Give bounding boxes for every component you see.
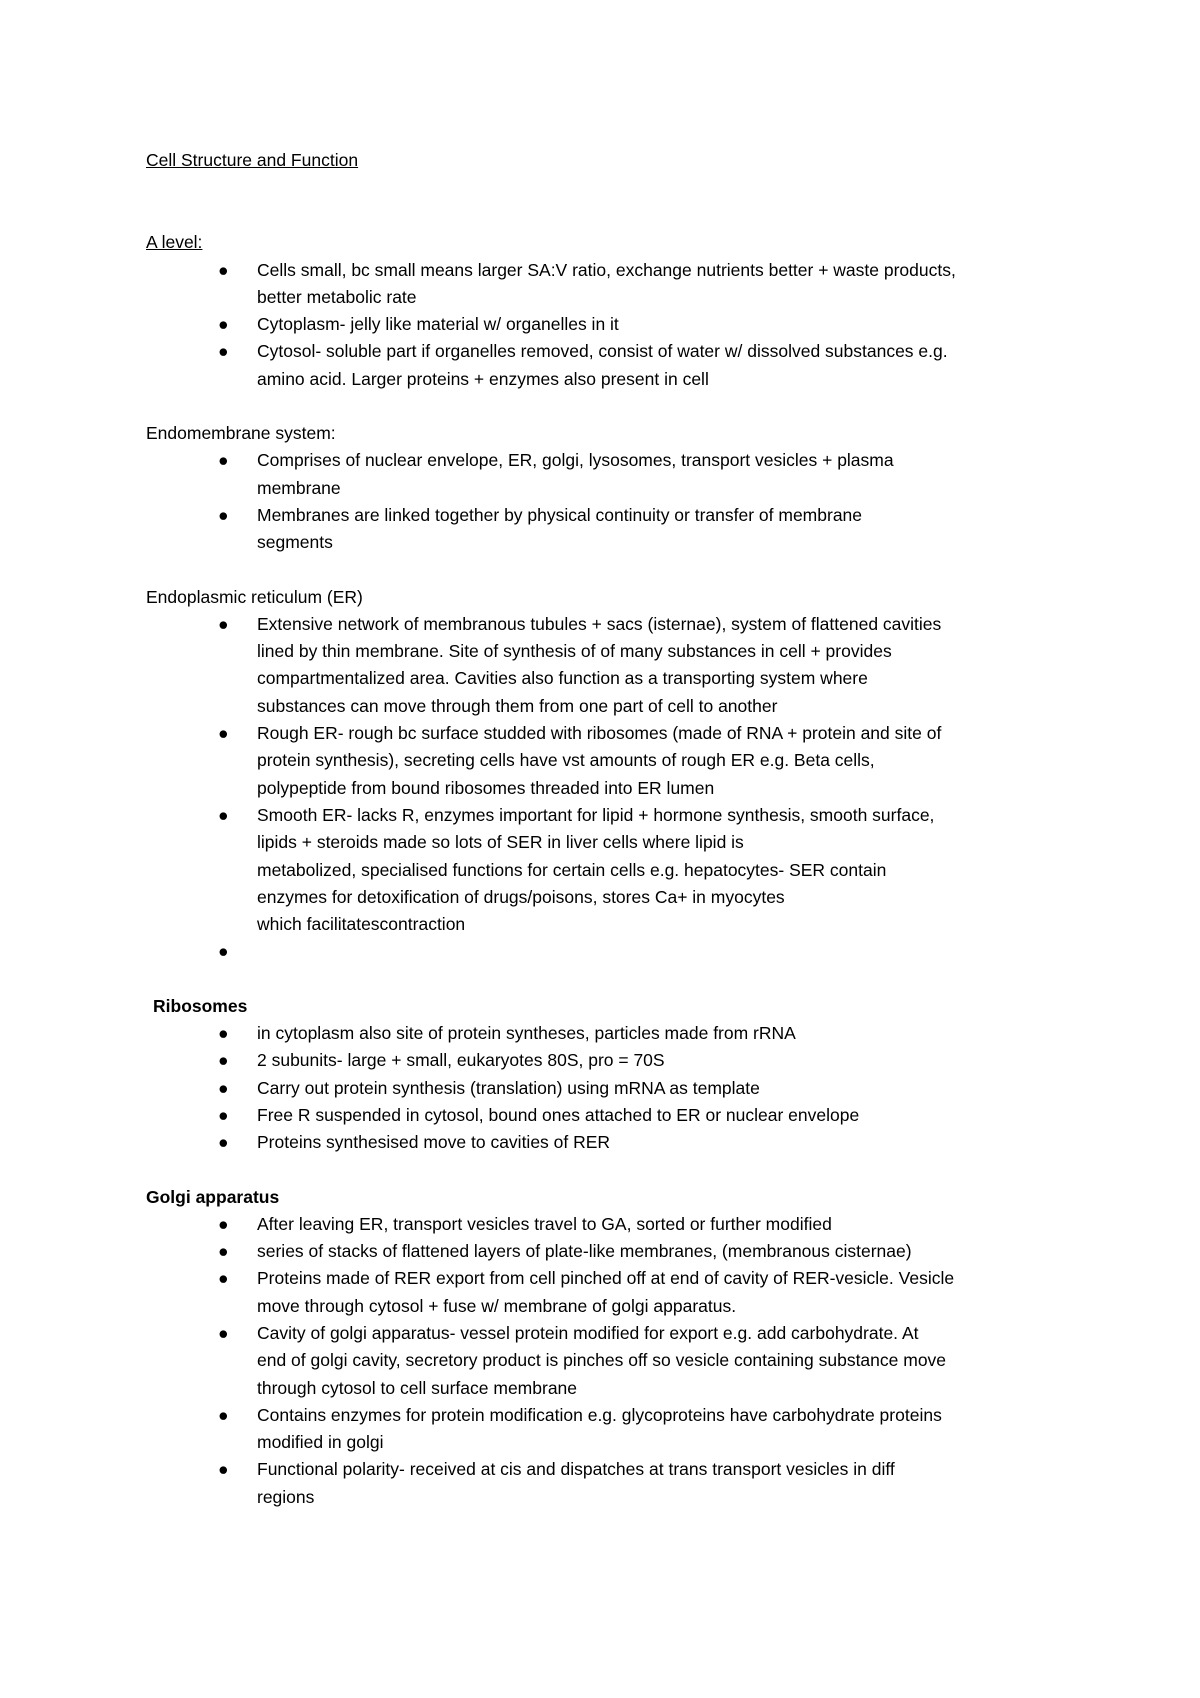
list-item (146, 1020, 1076, 1047)
bullet-icon: ● (218, 259, 229, 280)
bullet-icon: ● (218, 1132, 229, 1153)
list-item (146, 720, 1076, 802)
list-item-text: Cavity of golgi apparatus- vessel protein modified for export e.g. add carbohydrate. At end of golgi cavity, secretory product is pinches off so vesicle containing substance move through cytosol to cell surface membrane (257, 1322, 947, 1398)
section-a-level (146, 229, 1076, 393)
bullet-icon: ● (218, 341, 229, 362)
list-item (146, 1047, 1076, 1074)
section-heading: Endoplasmic reticulum (ER) (146, 586, 363, 607)
list-item-text: After leaving ER, transport vesicles travel to GA, sorted or further modified (257, 1213, 832, 1234)
section-heading: Golgi apparatus (146, 1186, 280, 1207)
spacer (146, 557, 1076, 584)
list-item (146, 1075, 1076, 1102)
list-item-text: Membranes are linked together by physical continuity or transfer of membrane segments (257, 504, 863, 553)
bullet-icon: ● (218, 1213, 229, 1234)
list-item-text: in cytoplasm also site of protein syntheses, particles made from rRNA (257, 1023, 796, 1044)
list-item (146, 1238, 1076, 1265)
bullet-list (146, 447, 1076, 556)
document-body (146, 147, 1076, 1511)
list-item (146, 938, 1076, 965)
bullet-icon: ● (218, 723, 229, 744)
list-item (146, 1402, 1076, 1457)
bullet-list (146, 1211, 1076, 1511)
spacer (146, 1157, 1076, 1184)
list-item-text: Rough ER- rough bc surface studded with ribosomes (made of RNA + protein and site of protein synthesis), secreting cells have vst amounts of rough ER e.g. Beta cells, polypeptide from bound ribosomes threaded into ER lumen (257, 723, 942, 798)
bullet-icon: ● (218, 804, 229, 825)
list-item (146, 1129, 1076, 1156)
document-title: Cell Structure and Function (146, 150, 359, 170)
bullet-icon: ● (218, 450, 229, 471)
list-item (146, 447, 1076, 502)
list-item (146, 1265, 1076, 1320)
bullet-icon: ● (218, 1459, 229, 1480)
spacer (146, 174, 1076, 229)
bullet-icon: ● (218, 941, 229, 962)
list-item-text: Free R suspended in cytosol, bound ones attached to ER or nuclear envelope (257, 1104, 860, 1125)
bullet-icon: ● (218, 1322, 229, 1343)
list-item (146, 1102, 1076, 1129)
section-heading: Ribosomes (153, 995, 248, 1016)
bullet-icon: ● (218, 1404, 229, 1425)
section-endomembrane-system (146, 420, 1076, 556)
list-item (146, 802, 1076, 938)
list-item-text: Cells small, bc small means larger SA:V ratio, exchange nutrients better + waste products, better metabolic rate (257, 259, 956, 307)
list-item-text: series of stacks of flattened layers of plate-like membranes, (membranous cisternae) (257, 1241, 912, 1262)
list-item-text: 2 subunits- large + small, eukaryotes 80S, pro = 70S (257, 1050, 665, 1071)
section-golgi-apparatus (146, 1184, 1076, 1512)
list-item-text: Carry out protein synthesis (translation) using mRNA as template (257, 1077, 760, 1098)
bullet-icon: ● (218, 1023, 229, 1044)
list-item (146, 1320, 1076, 1402)
bullet-list (146, 1020, 1076, 1156)
spacer (146, 966, 1076, 993)
bullet-icon: ● (218, 504, 229, 525)
list-item (146, 257, 1076, 312)
section-heading: A level: (146, 232, 203, 253)
list-item (146, 1211, 1076, 1238)
list-item (146, 502, 1076, 557)
bullet-icon: ● (218, 1050, 229, 1071)
bullet-icon: ● (218, 1077, 229, 1098)
bullet-icon: ● (218, 1104, 229, 1125)
list-item-text: Functional polarity- received at cis and dispatches at trans transport vesicles in diff regions (257, 1459, 895, 1507)
section-endoplasmic-reticulum (146, 584, 1076, 966)
list-item-text: Extensive network of membranous tubules + sacs (isternae), system of flattened cavities lined by thin membrane. Site of synthesis of of many substances in cell + provides compartmentalized area. Cavities also function as a transporting system where substances can move through them from one part of cell to another (257, 613, 942, 716)
section-heading: Endomembrane system: (146, 423, 336, 444)
bullet-list (146, 257, 1076, 393)
list-item (146, 311, 1076, 338)
spacer (146, 393, 1076, 420)
list-item-text: Cytoplasm- jelly like material w/ organelles in it (257, 314, 619, 335)
bullet-icon: ● (218, 314, 229, 335)
list-item-text: Cytosol- soluble part if organelles removed, consist of water w/ dissolved substances e.g. amino acid. Larger proteins + enzymes also present in cell (257, 341, 948, 389)
list-item-text: Comprises of nuclear envelope, ER, golgi, lysosomes, transport vesicles + plasma membrane (257, 450, 894, 498)
list-item (146, 1456, 1076, 1511)
section-ribosomes (146, 993, 1076, 1157)
list-item-text: Smooth ER- lacks R, enzymes important for lipid + hormone synthesis, smooth surface, lipids + steroids made so lots of SER in liver cells where lipid is metabolized, specialised functions for certain cells e.g. hepatocytes- SER contain enzymes for detoxification of drugs/poisons, stores Ca+ in myocytes which facilitatescontraction (257, 804, 935, 935)
bullet-icon: ● (218, 613, 229, 634)
bullet-icon: ● (218, 1268, 229, 1289)
list-item (146, 611, 1076, 720)
list-item-text: Proteins synthesised move to cavities of RER (257, 1132, 611, 1153)
list-item (146, 338, 1076, 393)
list-item-text: Contains enzymes for protein modification e.g. glycoproteins have carbohydrate proteins modified in golgi (257, 1404, 942, 1453)
list-item-text: Proteins made of RER export from cell pinched off at end of cavity of RER-vesicle. Vesicle move through cytosol + fuse w/ membrane of golgi apparatus. (257, 1268, 955, 1316)
bullet-list (146, 611, 1076, 966)
bullet-icon: ● (218, 1241, 229, 1262)
